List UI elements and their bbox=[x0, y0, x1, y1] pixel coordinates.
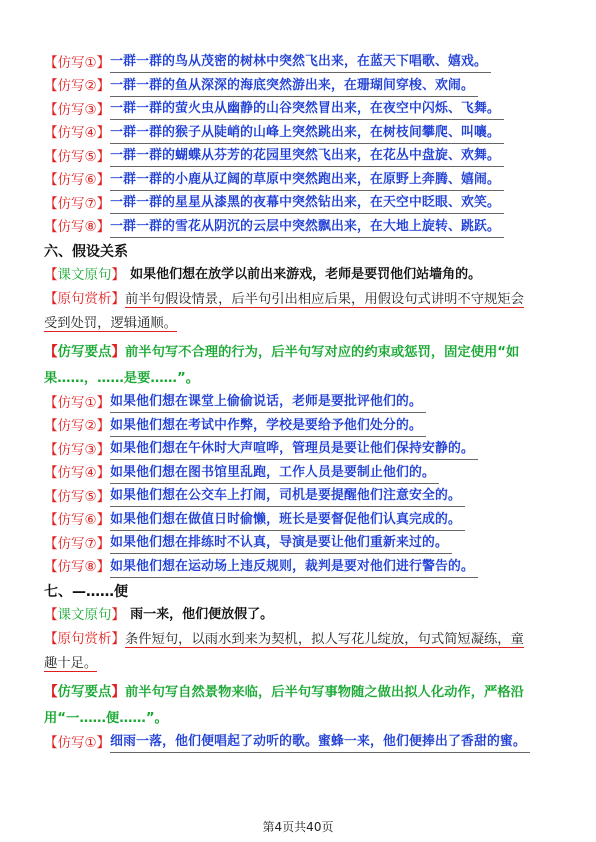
rewrite-text: 细雨一落，他们便唱起了动听的歌。蜜蜂一来，他们便捧出了香甜的蜜。 bbox=[110, 732, 530, 753]
rewrite-list-section7 bbox=[44, 732, 556, 756]
rewrite-item bbox=[44, 463, 556, 487]
analysis-paragraph: 【原句赏析】前半句假设情景，后半句引出相应后果，用假设句式讲明不守规矩会 受到处罚，逻辑通顺。 bbox=[44, 291, 524, 331]
rewrite-item bbox=[44, 533, 556, 557]
rewrite-tag: 【仿写②】 bbox=[44, 78, 111, 94]
original-sentence-row-7 bbox=[44, 604, 556, 628]
rewrite-text: 一群一群的猴子从陡峭的山峰上突然跳出来，在树枝间攀爬、叫嚷。 bbox=[110, 123, 504, 144]
rewrite-tag: 【仿写②】 bbox=[44, 418, 111, 434]
rewrite-tag: 【仿写③】 bbox=[44, 441, 111, 458]
rewrite-tag: 【仿写⑤】 bbox=[44, 148, 111, 165]
analysis-paragraph-7: 【原句赏析】条件短句，以雨水到来为契机，拟人写花儿绽放，句式简短凝练，童 趣十足。 bbox=[44, 631, 524, 671]
rewrite-list-group1 bbox=[44, 52, 556, 240]
rewrite-item bbox=[44, 510, 556, 534]
rewrite-text: 如果他们想在排练时不认真，导演是要让他们重新来过的。 bbox=[110, 533, 452, 554]
points-paragraph-7: 【仿写要点】前半句写自然景物来临，后半句写事物随之做出拟人化动作，严格沿 用“一……便……”。 bbox=[44, 684, 524, 726]
rewrite-item bbox=[44, 146, 556, 170]
rewrite-item bbox=[44, 732, 556, 756]
rewrite-text: 如果他们想在考试中作弊，学校是要给予他们处分的。 bbox=[110, 416, 426, 437]
rewrite-item bbox=[44, 123, 556, 147]
rewrite-item bbox=[44, 416, 556, 440]
rewrite-item bbox=[44, 170, 556, 194]
rewrite-text: 如果他们想在运动场上违反规则，裁判是要对他们进行警告的。 bbox=[110, 557, 478, 578]
rewrite-tag: 【仿写⑧】 bbox=[44, 559, 111, 575]
rewrite-tag: 【仿写⑤】 bbox=[44, 488, 111, 505]
rewrite-tag: 【仿写⑦】 bbox=[44, 195, 111, 212]
rewrite-tag: 【仿写⑦】 bbox=[44, 535, 111, 552]
section-title-6: 六、假设关系 bbox=[44, 244, 128, 260]
rewrite-tag: 【仿写③】 bbox=[44, 101, 111, 118]
rewrite-item bbox=[44, 392, 556, 416]
rewrite-tag: 【仿写①】 bbox=[44, 394, 111, 411]
rewrite-text: 如果他们想在课堂上偷偷说话，老师是要批评他们的。 bbox=[110, 392, 426, 413]
rewrite-text: 一群一群的小鹿从辽阔的草原中突然跑出来，在原野上奔腾、嬉闹。 bbox=[110, 170, 504, 191]
section-title-7: 七、—……便 bbox=[44, 584, 128, 600]
rewrite-text: 一群一群的蝴蝶从芬芳的花园里突然飞出来，在花丛中盘旋、欢舞。 bbox=[110, 146, 504, 167]
rewrite-text: 一群一群的星星从漆黑的夜幕中突然钻出来，在天空中眨眼、欢笑。 bbox=[110, 193, 504, 214]
rewrite-tag: 【仿写⑥】 bbox=[44, 172, 111, 188]
rewrite-item bbox=[44, 486, 556, 510]
rewrite-item bbox=[44, 193, 556, 217]
rewrite-text: 如果他们想在图书馆里乱跑，工作人员是要制止他们的。 bbox=[110, 463, 439, 484]
points-paragraph: 【仿写要点】前半句写不合理的行为，后半句写对应的约束或惩罚，固定使用“如 果……，……是要……”。 bbox=[44, 344, 520, 386]
document-page bbox=[44, 52, 556, 756]
rewrite-item bbox=[44, 439, 556, 463]
rewrite-item bbox=[44, 557, 556, 581]
rewrite-item bbox=[44, 76, 556, 100]
rewrite-item bbox=[44, 217, 556, 241]
rewrite-text: 如果他们想在公交车上打闹，司机是要提醒他们注意安全的。 bbox=[110, 486, 465, 507]
rewrite-tag: 【仿写①】 bbox=[44, 734, 111, 751]
rewrite-list-section6 bbox=[44, 392, 556, 580]
rewrite-tag: 【仿写⑧】 bbox=[44, 219, 111, 235]
rewrite-item bbox=[44, 99, 556, 123]
original-sentence: 如果他们想在放学以前出来游戏，老师是要罚他们站墙角的。 bbox=[130, 266, 482, 282]
original-tag: 【课文原句】 bbox=[44, 266, 125, 283]
original-tag: 【课文原句】 bbox=[44, 606, 125, 623]
original-sentence: 雨一来，他们便放假了。 bbox=[130, 606, 274, 622]
rewrite-item bbox=[44, 52, 556, 76]
rewrite-text: 一群一群的萤火虫从幽静的山谷突然冒出来，在夜空中闪烁、飞舞。 bbox=[110, 99, 504, 120]
rewrite-tag: 【仿写①】 bbox=[44, 54, 111, 71]
page-footer: 第4页共40页 bbox=[262, 820, 334, 834]
original-sentence-row bbox=[44, 264, 556, 288]
rewrite-text: 一群一群的鸟从茂密的树林中突然飞出来，在蓝天下唱歌、嬉戏。 bbox=[110, 52, 491, 73]
rewrite-text: 如果他们想在午休时大声喧哗，管理员是要让他们保持安静的。 bbox=[110, 439, 478, 460]
rewrite-text: 一群一群的雪花从阴沉的云层中突然飘出来，在大地上旋转、跳跃。 bbox=[110, 217, 504, 238]
rewrite-text: 如果他们想在做值日时偷懒，班长是要督促他们认真完成的。 bbox=[110, 510, 465, 531]
rewrite-tag: 【仿写④】 bbox=[44, 125, 111, 141]
rewrite-tag: 【仿写⑥】 bbox=[44, 512, 111, 528]
rewrite-tag: 【仿写④】 bbox=[44, 465, 111, 481]
rewrite-text: 一群一群的鱼从深深的海底突然游出来，在珊瑚间穿梭、欢闹。 bbox=[110, 76, 478, 97]
